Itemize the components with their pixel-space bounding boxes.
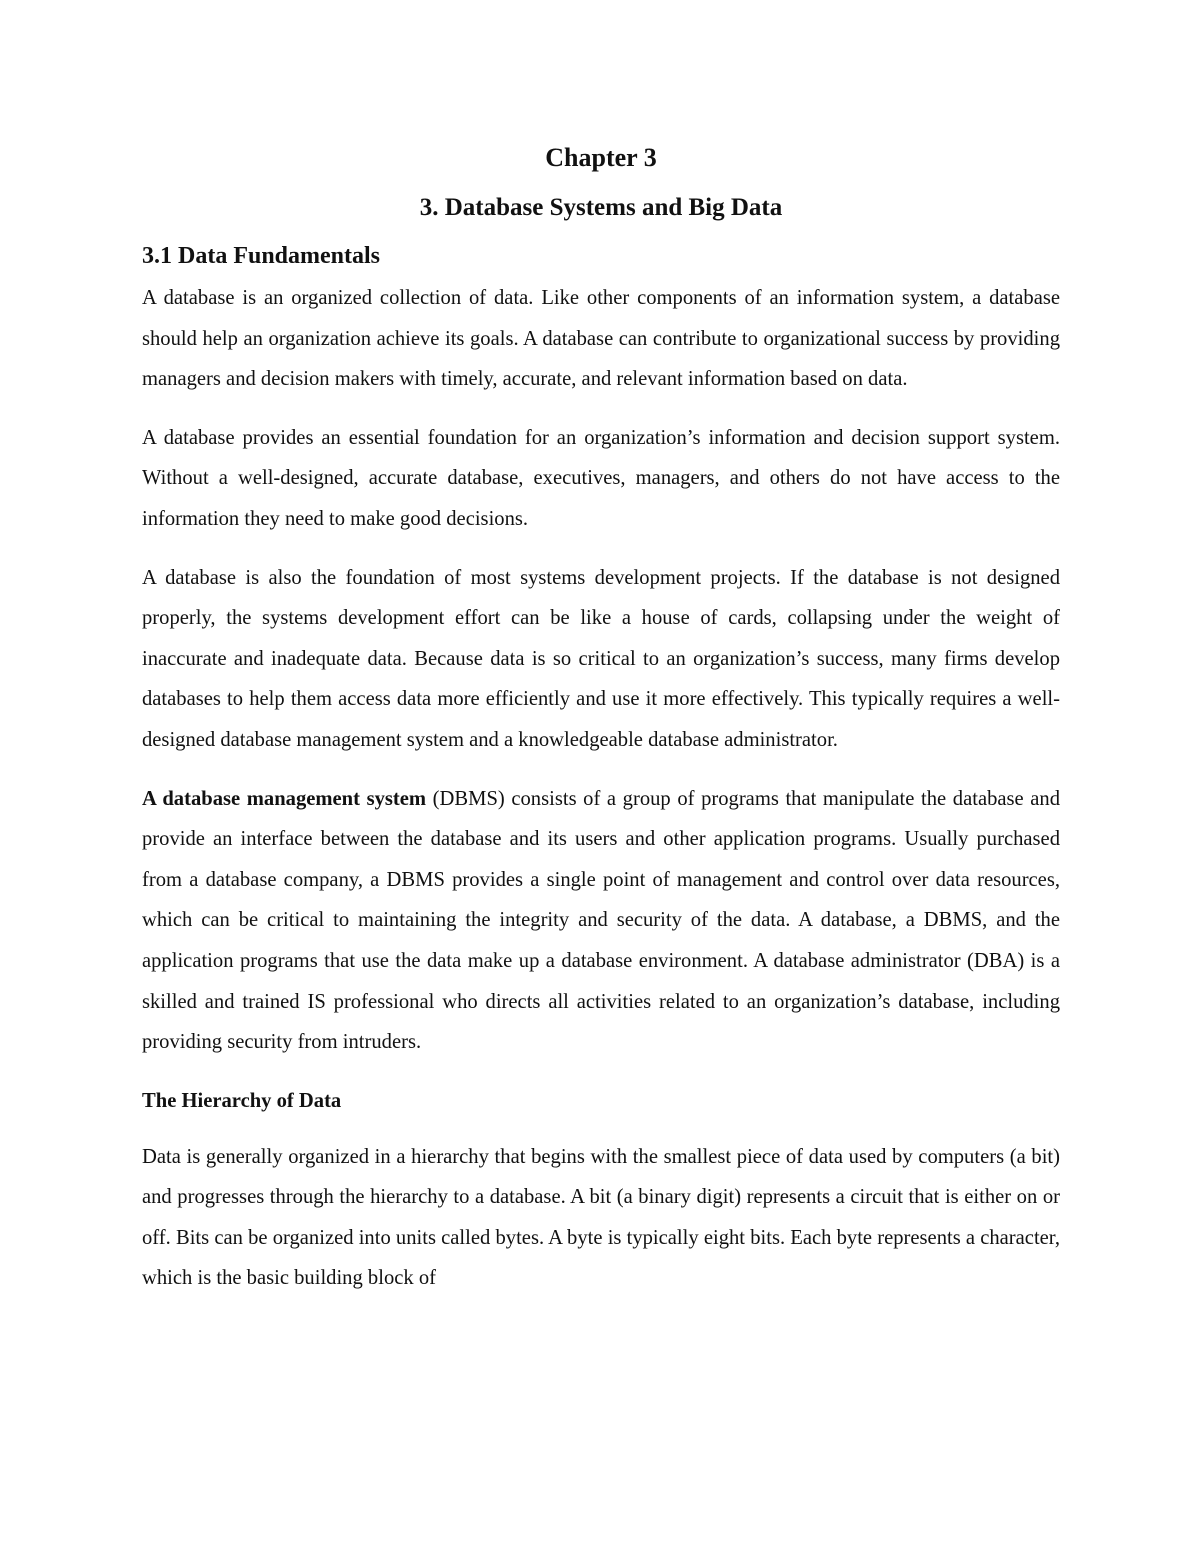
document-page [142, 138, 1060, 1317]
dbms-term: A database management system [142, 787, 427, 810]
paragraph-database-definition: A database is an organized collection of data. Like other components of an information system, a database should help an organization achieve its goals. A database can contribute to organizational success by providing managers and decision makers with timely, accurate, and relevant information based on data. [142, 287, 1060, 391]
subheading-hierarchy-of-data: The Hierarchy of Data [142, 1089, 342, 1112]
chapter-title: 3. Database Systems and Big Data [419, 194, 783, 221]
chapter-label: Chapter 3 [545, 143, 657, 172]
section-heading: 3.1 Data Fundamentals [142, 243, 381, 269]
paragraph-dbms [142, 779, 1060, 1063]
dbms-description: (DBMS) consists of a group of programs that manipulate the database and provide an interface between the database and its users and other application programs. Usually purchased from a database company, a DBMS provides a single point of management and control over data resources, which can be critical to maintaining the integrity and security of the data. A database, a DBMS, and the application programs that use the data make up a database environment. A database administrator (DBA) is a skilled and trained IS professional who directs all activities related to an organization’s database, including providing security from intruders. [142, 787, 1061, 1054]
paragraph-systems-development: A database is also the foundation of most systems development projects. If the database is not designed properly, the systems development effort can be like a house of cards, collapsing under the weight of inaccurate and inadequate data. Because data is so critical to an organization’s success, many firms develop databases to help them access data more efficiently and use it more effectively. This typically requires a well-designed database management system and a knowledgeable database administrator. [142, 566, 1060, 751]
paragraph-database-foundation: A database provides an essential foundation for an organization’s information and decision support system. Without a well-designed, accurate database, executives, managers, and others do not have access to the information they need to make good decisions. [142, 426, 1060, 530]
paragraph-data-hierarchy: Data is generally organized in a hierarchy that begins with the smallest piece of data used by computers (a bit) and progresses through the hierarchy to a database. A bit (a binary digit) represents a circuit that is either on or off. Bits can be organized into units called bytes. A byte is typically eight bits. Each byte represents a character, which is the basic building block of [142, 1145, 1060, 1290]
